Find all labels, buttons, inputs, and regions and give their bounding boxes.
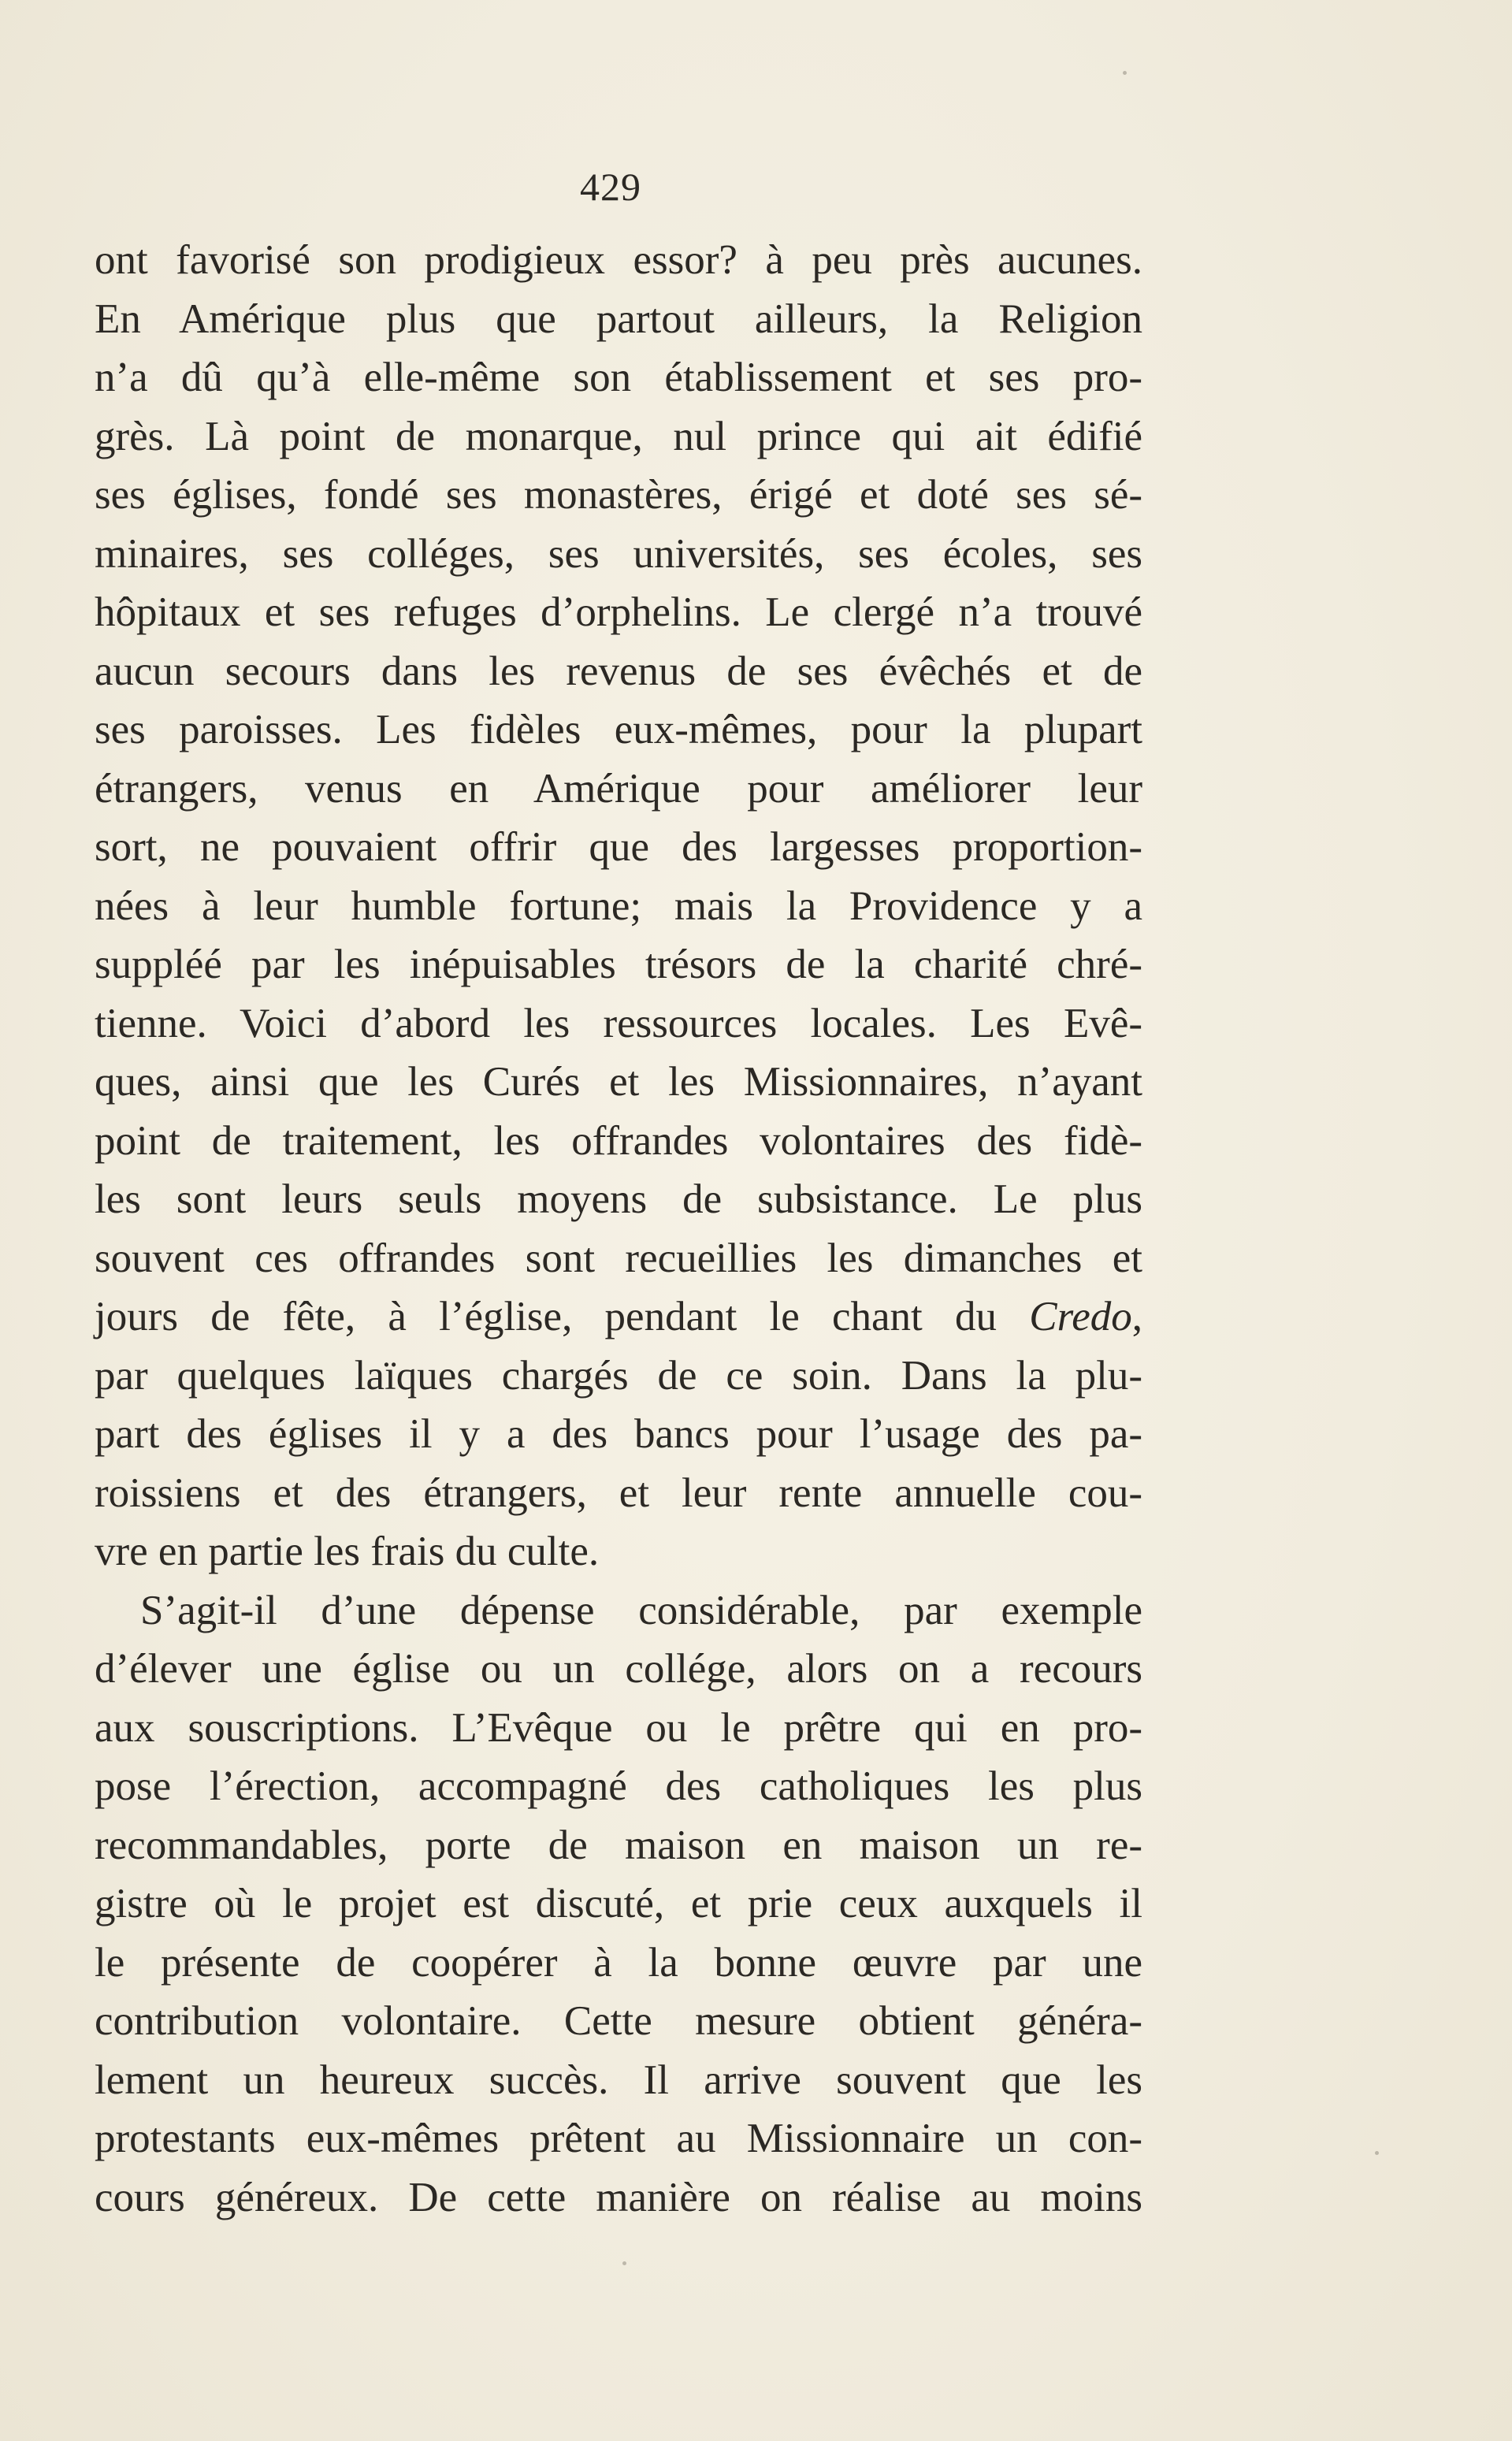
italic-word: Credo: [1029, 1294, 1132, 1339]
text-line: S’agit-il d’une dépense considérable, par exemple: [140, 1587, 1142, 1633]
text-line: par quelques laïques chargés de ce soin. Dans la plu-: [95, 1352, 1142, 1399]
text-line: nées à leur humble fortune; mais la Providence y a: [95, 882, 1142, 929]
text-line: étrangers, venus en Amérique pour améliorer leur: [95, 765, 1142, 812]
paper-speck: [1375, 2151, 1379, 2155]
text-line: aucun secours dans les revenus de ses évêchés et de: [95, 648, 1142, 694]
text-line: roissiens et des étrangers, et leur rente annuelle cou-: [95, 1469, 1142, 1516]
text-line: recommandables, porte de maison en maison un re-: [95, 1822, 1142, 1868]
text-line: vre en partie les frais du culte.: [95, 1529, 600, 1574]
text-line: ses églises, fondé ses monastères, érigé et doté ses sé-: [95, 472, 1142, 518]
body-text: [95, 231, 1142, 2227]
text-line: lement un heureux succès. Il arrive souvent que les: [95, 2056, 1142, 2103]
text-line: n’a dû qu’à elle-même son établissement et ses pro-: [95, 355, 1142, 400]
text-line: sort, ne pouvaient offrir que des largesses proportion-: [95, 824, 1142, 870]
text-line: pose l’érection, accompagné des catholiques les plus: [95, 1763, 1142, 1809]
punctuation: ,: [1131, 1294, 1143, 1339]
text-line: cours généreux. De cette manière on réalise au moins: [95, 2174, 1142, 2220]
text-line: protestants eux-mêmes prêtent au Missionnaire un con-: [95, 2116, 1142, 2161]
paper-speck: [1123, 71, 1127, 75]
text-line: ques, ainsi que les Curés et les Missionnaires, n’ayant: [95, 1059, 1142, 1105]
text-line: minaires, ses colléges, ses universités, ses écoles, ses: [95, 530, 1142, 577]
text-line: le présente de coopérer à la bonne œuvre par une: [95, 1939, 1142, 1986]
line-text: jours de fête, à l’église, pendant le chant du: [95, 1294, 997, 1339]
paragraph-2: [95, 1581, 1142, 2227]
text-line: grès. Là point de monarque, nul prince qui ait édifié: [95, 413, 1142, 459]
text-line: ont favorisé son prodigieux essor? à peu près aucunes.: [95, 237, 1142, 283]
text-line: souvent ces offrandes sont recueillies les dimanches et: [95, 1235, 1142, 1281]
text-line: point de traitement, les offrandes volontaires des fidè-: [95, 1117, 1142, 1164]
paper-speck: [622, 2261, 626, 2265]
text-line: hôpitaux et ses refuges d’orphelins. Le clergé n’a trouvé: [95, 589, 1142, 635]
text-line: ses paroisses. Les fidèles eux-mêmes, pour la plupart: [95, 707, 1142, 752]
text-line: tienne. Voici d’abord les ressources locales. Les Evê-: [95, 1000, 1142, 1046]
text-line-credo: [95, 1287, 1142, 1347]
text-line: part des églises il y a des bancs pour l’usage des pa-: [95, 1411, 1142, 1457]
text-line: aux souscriptions. L’Evêque ou le prêtre qui en pro-: [95, 1704, 1142, 1751]
text-line: d’élever une église ou un collége, alors on a recours: [95, 1646, 1142, 1692]
text-line: gistre où le projet est discuté, et prie ceux auxquels il: [95, 1881, 1142, 1926]
paragraph-1: [95, 231, 1142, 1581]
text-line: En Amérique plus que partout ailleurs, la Religion: [95, 295, 1142, 342]
text-line: les sont leurs seuls moyens de subsistance. Le plus: [95, 1176, 1142, 1222]
page-number: 429: [580, 165, 641, 209]
text-line: contribution volontaire. Cette mesure obtient généra-: [95, 1998, 1142, 2044]
text-line: suppléé par les inépuisables trésors de la charité chré-: [95, 942, 1142, 987]
